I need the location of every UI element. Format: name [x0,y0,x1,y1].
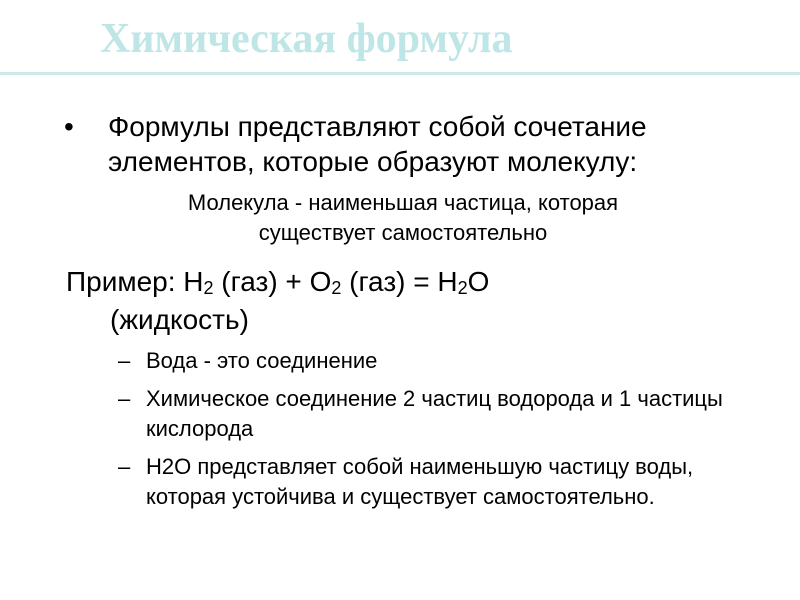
equation-prefix: Пример: Н [66,266,204,297]
bullet-item [64,109,732,179]
equation-part-3: (газ) = Н [341,266,458,297]
molecule-definition: Молекула - наименьшая частица, которая существует самостоятельно [187,190,619,245]
dash-marker: – [118,454,131,479]
equation-line [66,263,706,301]
sub-bullet-text: Вода - это соединение [146,348,378,373]
equation-part-2: (газ) + О [213,266,332,297]
sub-bullet-text: Химическое соединение 2 частиц водорода и 1 частицы кислорода [146,386,723,441]
equation-state: (жидкость) [110,304,249,335]
sub-bullet-item [118,384,748,444]
subscript-o2: 2 [331,278,342,298]
sub-bullet-item [118,346,748,376]
dash-marker: – [118,348,131,373]
bullet-marker: • [64,111,74,142]
dash-marker: – [118,386,131,411]
bullet-text: Формулы представляют собой сочетание элементов, которые образуют молекулу: [108,111,647,177]
subscript-h2: 2 [203,278,214,298]
subscript-h2o: 2 [457,278,468,298]
equation-part-4: О [467,266,490,297]
sub-bullet-item [118,452,748,512]
sub-bullet-text: H2O представляет собой наименьшую частицу воды, которая устойчива и существует самостоятельно. [146,454,694,509]
sub-bullet-list [118,346,748,520]
slide-title: Химическая формула [100,16,513,62]
example-equation [66,263,706,339]
